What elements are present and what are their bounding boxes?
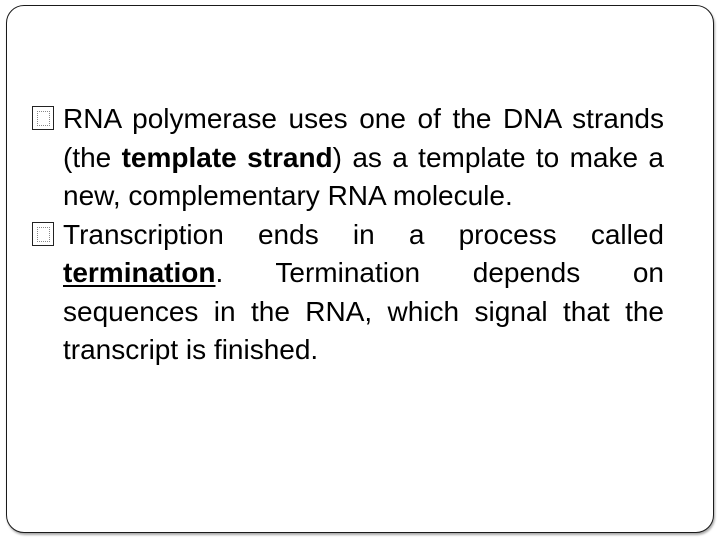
paragraph-text-before: RNA polymerase uses one of the DNA strands (the bbox=[63, 103, 664, 173]
paragraph-text-before: Transcription ends in a process called bbox=[63, 218, 664, 250]
highlight-template-strand: template strand bbox=[121, 141, 333, 173]
paragraph-text-after: . Termination depends on sequences in the RNA, which signal that the transcript is finished. bbox=[63, 257, 664, 365]
bullet-box-icon bbox=[32, 106, 54, 130]
slide-body bbox=[32, 100, 664, 370]
paragraph-text-after: ) as a template to make a new, complementary RNA molecule. bbox=[63, 141, 664, 211]
paragraph-transcription-termination bbox=[32, 216, 664, 370]
highlight-termination: termination bbox=[63, 257, 216, 288]
paragraph-rna-polymerase bbox=[32, 100, 664, 216]
bullet-box-icon bbox=[32, 222, 54, 246]
